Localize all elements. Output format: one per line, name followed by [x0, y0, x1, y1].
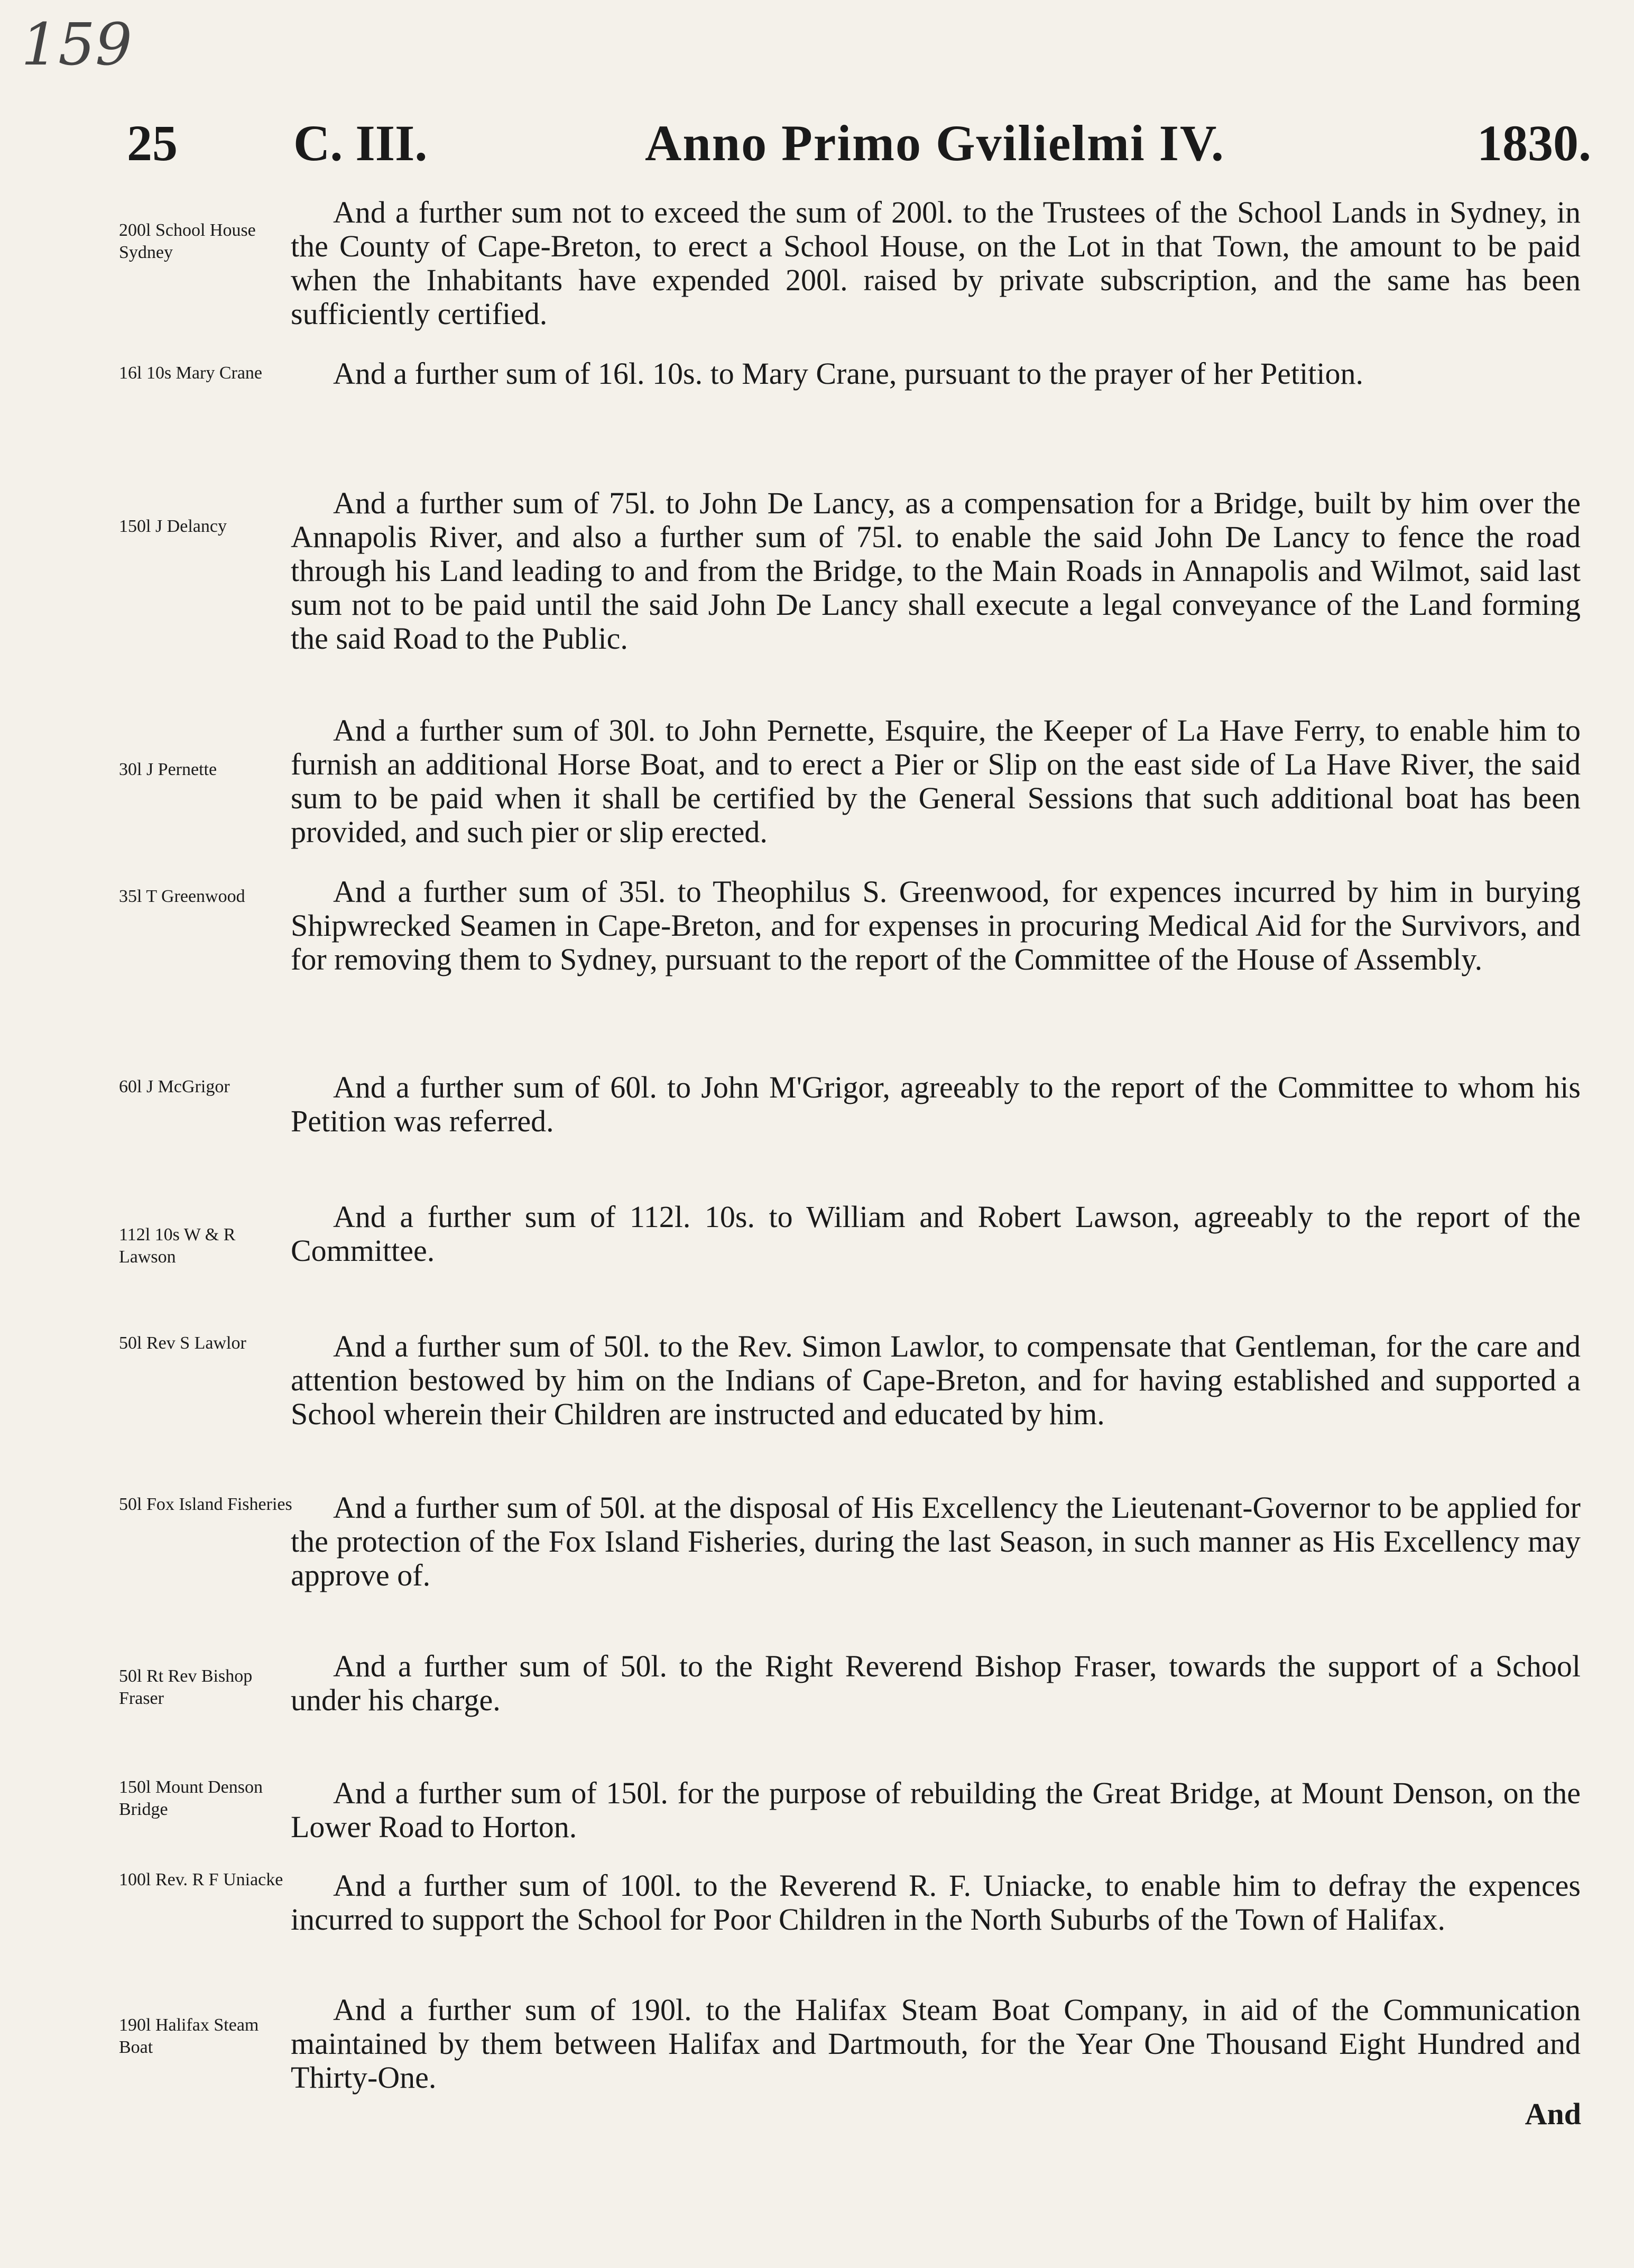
entry-text: And a further sum of 30l. to John Pernette, Esquire, the Keeper of La Have Ferry, to enable him to furnish an additional Horse Boat, and to erect a Pier or Slip on the east side of La Have River, the said sum to be paid when it shall be certified by the General Sessions that such additional boat has been provided, and such pier or slip erected. [291, 713, 1581, 849]
marginal-note: 190l Halifax Steam Boat [119, 2015, 259, 2057]
entry-text: And a further sum of 75l. to John De Lancy, as a compensation for a Bridge, built by him over the Annapolis River, and also a further sum of 75l. to enable the said John De Lancy to fence the road through his Land leading to and from the Bridge, to the Main Roads in Annapolis and Wilmot, said last sum not to be paid until the said John De Lancy shall execute a legal conveyance of the Land forming the said Road to the Public. [291, 486, 1581, 656]
entry-text: And a further sum of 190l. to the Halifax Steam Boat Company, in aid of the Communication maintained by them between Halifax and Dartmouth, for the Year One Thousand Eight Hundred and Thirty-One. [291, 1993, 1581, 2095]
entry-text: And a further sum of 50l. at the disposal of His Excellency the Lieutenant-Governor to be applied for the protection of the Fox Island Fisheries, during the last Season, in such manner as His Excellency may approve of. [291, 1490, 1581, 1592]
marginal-note: 16l 10s Mary Crane [119, 363, 263, 383]
marginal-note: 30l J Pernette [119, 760, 217, 779]
entry-text: And a further sum of 60l. to John M'Grigor, agreeably to the report of the Committee to whom his Petition was referred. [291, 1070, 1581, 1138]
marginal-note: 50l Rt Rev Bishop Fraser [119, 1666, 253, 1708]
marginal-note: 150l J Delancy [119, 517, 227, 536]
handwritten-folio-number: 159 [21, 11, 132, 78]
marginal-note: 112l 10s W & R Lawson [119, 1225, 236, 1267]
entry-text: And a further sum of 50l. to the Rev. Simon Lawlor, to compensate that Gentleman, for the care and attention bestowed by him on the Indians of Cape-Breton, and for having established and supported a School wherein their Children are instructed and educated by him. [291, 1329, 1581, 1431]
entry-text: And a further sum not to exceed the sum of 200l. to the Trustees of the School Lands in Sydney, in the County of Cape-Breton, to erect a School House, on the Lot in that Town, the amount to be paid when the Inhabitants have expended 200l. raised by private subscription, and the same has been sufficiently certified. [291, 195, 1581, 331]
marginal-note: 150l Mount Denson Bridge [119, 1777, 263, 1819]
marginal-note: 35l T Greenwood [119, 887, 245, 906]
entry-text: And a further sum of 112l. 10s. to William and Robert Lawson, agreeably to the report of the Committee. [291, 1200, 1581, 1268]
entry-text: And a further sum of 50l. to the Right Reverend Bishop Fraser, towards the support of a School under his charge. [291, 1649, 1581, 1717]
marginal-note: 50l Fox Island Fisheries [119, 1495, 292, 1514]
marginal-note: 50l Rev S Lawlor [119, 1333, 246, 1353]
entry-text: And a further sum of 100l. to the Reverend R. F. Uniacke, to enable him to defray the expences incurred to support the School for Poor Children in the North Suburbs of the Town of Halifax. [291, 1868, 1581, 1937]
page-number: 25 [127, 115, 178, 171]
entry-text: And a further sum of 150l. for the purpose of rebuilding the Great Bridge, at Mount Denson, on the Lower Road to Horton. [291, 1776, 1581, 1844]
entry-text: And a further sum of 16l. 10s. to Mary Crane, pursuant to the prayer of her Petition. [333, 356, 1364, 391]
chapter-number: C. III. [293, 115, 428, 171]
marginal-note: 200l School House Sydney [119, 220, 256, 262]
entry-text: And a further sum of 35l. to Theophilus S. Greenwood, for expences incurred by him in burying Shipwrecked Seamen in Cape-Breton, and for expenses in procuring Medical Aid for the Survivors, and for removing them to Sydney, pursuant to the report of the Committee of the House of Assembly. [291, 874, 1581, 976]
running-header [127, 114, 1591, 188]
year: 1830. [1477, 115, 1591, 171]
catchword: And [1525, 2097, 1581, 2131]
running-title: Anno Primo Gvilielmi IV. [645, 115, 1225, 171]
marginal-note: 60l J McGrigor [119, 1077, 230, 1096]
marginal-note: 100l Rev. R F Uniacke [119, 1870, 283, 1889]
